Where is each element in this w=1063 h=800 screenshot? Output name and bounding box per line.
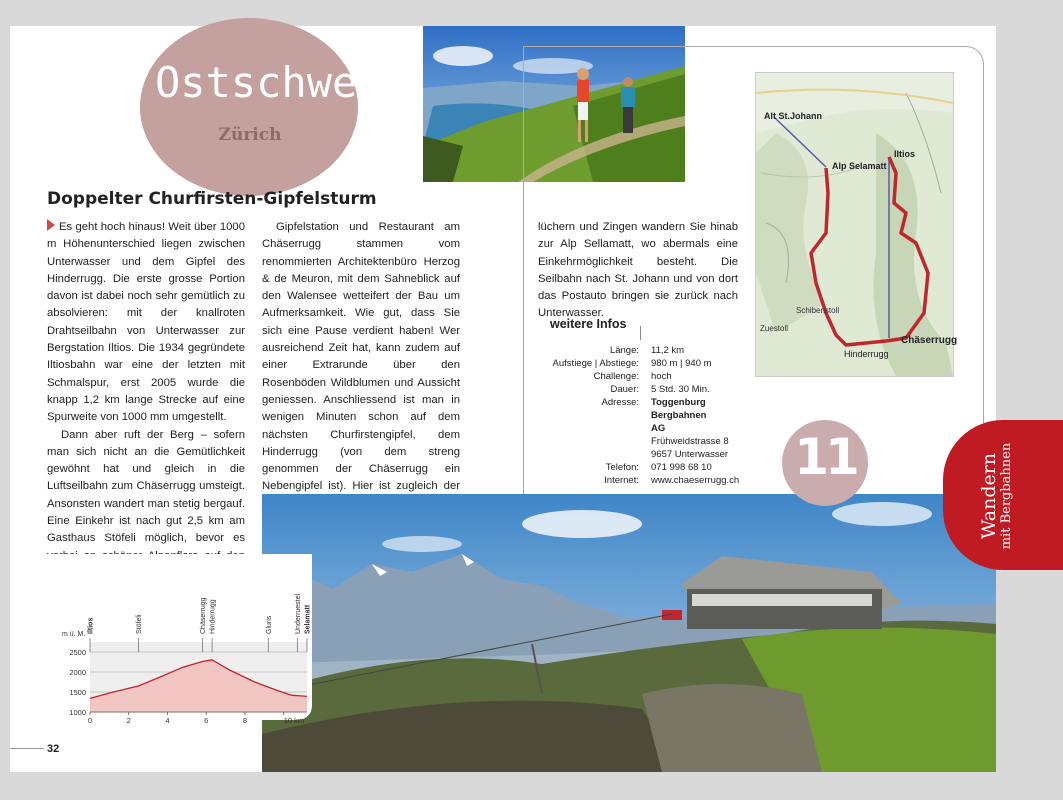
info-key: Adresse: [601,397,639,408]
map-label-alt-st-johann: Alt St.Johann [764,111,822,121]
map-label-iltios: Iltios [894,149,916,159]
profile-x-tick-label: 10 km [283,716,305,725]
info-key: Internet: [604,475,639,486]
category-tab-label [980,421,1014,571]
tour-number: 11 [794,428,856,486]
profile-waypoint-label: Chäserrugg [199,597,207,634]
info-heading-tick [640,326,641,340]
map-label-chaeserrugg: Chäserrugg [901,335,958,346]
profile-x-tick-label: 4 [165,716,170,725]
info-value: 5 Std. 30 Min. [651,384,710,395]
profile-waypoint-label: Iltios [87,617,95,634]
address-city: 9657 Unterwasser [651,449,729,460]
info-row [535,383,811,396]
column-3-paragraph-1: lüchern und Zingen wandern Sie hinab zur Alp Sellamatt, wo abermals eine Einkehrmöglichkeit besteht. Die Seilbahn nach St. Johann und von dort das Postauto bringen sie zurück nach Unterwasser. [538,221,738,320]
info-key: Dauer: [610,384,639,395]
profile-waypoint-label: Underruestel [294,593,302,634]
address-company: Toggenburg Bergbahnen AG [651,397,707,434]
region-subtitle: Zürich [218,125,282,145]
info-value: 980 m | 940 m [651,358,712,369]
profile-x-tick-label: 8 [242,716,248,725]
route-map [755,72,958,377]
info-value: 071 998 68 10 [651,462,712,473]
profile-y-axis-label: m ü. M. [62,631,86,638]
profile-y-tick-label: 1000 [69,708,86,717]
profile-y-tick-label: 1500 [69,688,86,697]
profile-waypoint-label: Gluris [265,615,273,634]
info-row [535,396,811,461]
category-tab-line-1: Wandern [978,452,1001,540]
column-divider [523,46,524,499]
page-number: 32 [47,743,60,755]
text-column-1 [47,219,245,600]
info-key: Challenge: [593,371,639,382]
info-table [535,344,811,487]
column-1-paragraph-1: Es geht hoch hinaus! Weit über 1000 m Höhenunterschied liegen zwischen Unterwasser und dem Gipfel des Hinderrugg. Die erste grosse Portion davon ist dabei noch sehr gemütlich zu absolvieren: mit der knallroten Drahtseilbahn von Unterwasser zur Bergstation Iltios. Die 1934 gegründete Iltiosbahn war eine der letzten mit Schmalspur, erst 2005 wurde die knapp 1,2 km lange Strecke auf eine Spurweite von 1000 mm umgestellt. [47,221,245,424]
map-label-hinderrugg: Hinderrugg [844,349,889,359]
info-row [535,344,811,357]
map-label-schibenstoll: Schibenstoll [796,306,840,315]
info-row [535,461,811,474]
elevation-profile [40,554,312,725]
profile-waypoint-label: Hinderrugg [209,599,217,634]
article-title: Doppelter Churfirsten-Gipfelsturm [47,189,377,209]
info-row [535,357,811,370]
chaeserrugg-station-photo [262,494,996,772]
magazine-page [10,26,1015,772]
profile-x-tick-label: 6 [204,716,209,725]
info-value: 11,2 km [651,345,685,356]
profile-x-tick-label: 0 [87,716,93,725]
address-street: Frühweidstrasse 8 [651,436,729,447]
map-label-alp-selamatt: Alp Selamatt [832,161,887,171]
text-column-3 [538,219,738,323]
profile-x-tick-label: 2 [126,716,131,725]
region-title: Ostschweiz [155,58,408,107]
map-label-zuestoll: Zuestoll [760,324,789,333]
profile-waypoint-label: Stöfeli [135,614,143,634]
info-heading: weitere Infos [550,317,627,331]
info-row [535,474,811,487]
profile-waypoint-label: Selamatt [304,604,312,634]
column-1-paragraph-2: Dann aber ruft der Berg – sofern man sich nicht an die Gemütlichkeit gewöhnt hat und gleich in die Luftseilbahn zum Chäserrugg umsteigt. Ansonsten wandert man stetig bergauf. Eine Einkehr ist nach gut 2,5 km am Gasthaus Stöfeli möglich, bevor es [47,428,245,545]
info-row [535,370,811,383]
profile-y-tick-label: 2000 [69,668,86,677]
category-tab-line-2: mit Bergbahnen [999,442,1015,550]
info-key: Länge: [609,345,639,356]
elevation-profile-chart [40,554,312,725]
triangle-bullet-icon [47,219,55,231]
info-key: Telefon: [605,462,639,473]
info-value: www.chaeserrugg.ch [651,475,740,486]
profile-y-tick-label: 2500 [69,648,86,657]
column-2-paragraph-1: Gipfelstation und Restaurant am Chäserrugg stammen vom renommierten Architektenbüro Herzog & de Meuron, mit dem Sahneblick auf den Walensee wetteifert der Bau um Aufmerksamkeit. Wie gut, dass Sie sich eine Pause verdient haben! Wer ausreichend Zeit hat, kann zudem auf einer Extrarunde über den Rosenböden Wildblumen und Aussicht geniessen. Anschliessend ist man in wenigen Minuten schon auf dem nächsten Churfirstengipfel, dem Hinderrugg (von dem streng genommen der Chäserrugg ein Nebengipfel ist). Hier ist zugleich der [262,221,460,493]
region-badge [140,18,408,196]
page-number-rule [10,748,44,749]
info-key: Aufstiege | Abstiege: [552,358,639,369]
info-value: hoch [651,371,672,382]
